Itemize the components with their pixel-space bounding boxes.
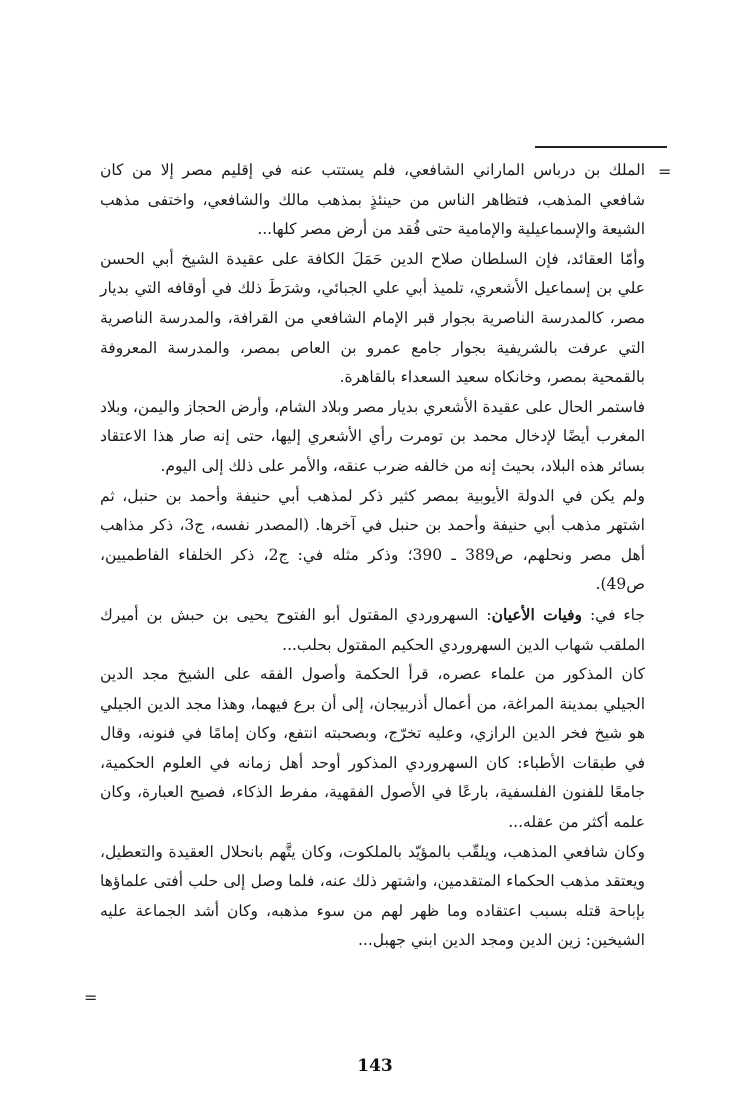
wafayat-text: : السهروردي المقتول أبو الفتوح يحيى بن حبش بن أميرك الملقب شهاب الدين السهروردي الحكيم المقتول بحلب... <box>100 605 645 654</box>
paragraph-3: فاستمر الحال على عقيدة الأشعري بديار مصر وبلاد الشام، وأرض الحجاز واليمن، وبلاد المغرب أيضًا لإدخال محمد بن تومرت رأي الأشعري إليها، حتى إنه صار هذا الاعتقاد بسائر هذه البلاد، بحيث إنه من خالفه ضرب عنقه، والأمر على ذلك إلى اليوم. <box>100 397 645 475</box>
paragraph-7: وكان شافعي المذهب، ويلقّب بالمؤيّد بالملكوت، وكان يتَّهم بانحلال العقيدة والتعطيل، ويعتقد مذهب الحكماء المتقدمين، واشتهر ذلك عنه، فلما وصل إلى حلب أفتى علماؤها بإباحة قتله بسبب اعتقاده وما ظهر لهم من سوء مذهبه، وكان أشد الجماعة عليه الشيخين: زين الدين ومجد الدين ابني جهبل... <box>100 842 645 950</box>
wafayat-prefix: جاء في: <box>582 605 645 624</box>
page-number: 143 <box>357 1056 393 1076</box>
paragraph-1: الملك بن درباس الماراني الشافعي، فلم يستتب عنه في إقليم مصر إلا من كان شافعي المذهب، فتظاهر الناس من حينئذٍ بمذهب مالك والشافعي، واختفى مذهب الشيعة والإسماعيلية والإمامية حتى فُقد من أرض مصر كلها... <box>100 161 645 239</box>
continuation-marker-bottom: = <box>84 988 98 1007</box>
continuation-marker-top: = <box>658 162 672 181</box>
footnote-separator <box>535 146 667 148</box>
paragraph-4: ولم يكن في الدولة الأيوبية بمصر كثير ذكر لمذهب أبي حنيفة وأحمد بن حنبل، ثم اشتهر مذهب أبي حنيفة وأحمد بن حنبل في آخرها. (المصدر نفسه، ج3، ذكر مذاهب أهل مصر ونحلهم، ص389 ـ 390؛ وذكر مثله في: ج2، ذكر الخلفاء الفاطميين، ص49). <box>100 486 646 594</box>
paragraph-6: كان المذكور من علماء عصره، قرأ الحكمة وأصول الفقه على الشيخ مجد الدين الجيلي بمدينة المراغة، من أعمال أذربيجان، إلى أن برع فيهما، وهذا مجد الدين الجيلي هو شيخ فخر الدين الرازي، وعليه تخرّج، وبصحبته انتفع، وكان إمامًا في فنونه، وقال في طبقات الأطباء: كان السهروردي المذكور أوحد أهل زمانه في العلوم الحكمية، جامعًا للفنون الفلسفية، بارعًا في الأصول الفقهية، مفرط الذكاء، فصيح العبارة، وكان علمه أكثر من عقله... <box>100 665 645 832</box>
paragraph-5 <box>100 600 645 660</box>
paragraph-2: وأمّا العقائد، فإن السلطان صلاح الدين حَمَلَ الكافة على عقيدة الشيخ أبي الحسن علي بن إسماعيل الأشعري، تلميذ أبي علي الجبائي، وشرَطَ ذلك في أوقافه التي بديار مصر، كالمدرسة الناصرية بجوار قبر الإمام الشافعي من القرافة، والمدرسة الناصرية التي عرفت بالشريفية بجوار جامع عمرو بن العاص بمصر، والمدرسة المعروفة بالقمحية بمصر، وخانكاه سعيد السعداء بالقاهرة. <box>100 249 645 387</box>
wafayat-title: وفيات الأعيان <box>491 604 583 624</box>
footnote-body <box>100 156 645 956</box>
